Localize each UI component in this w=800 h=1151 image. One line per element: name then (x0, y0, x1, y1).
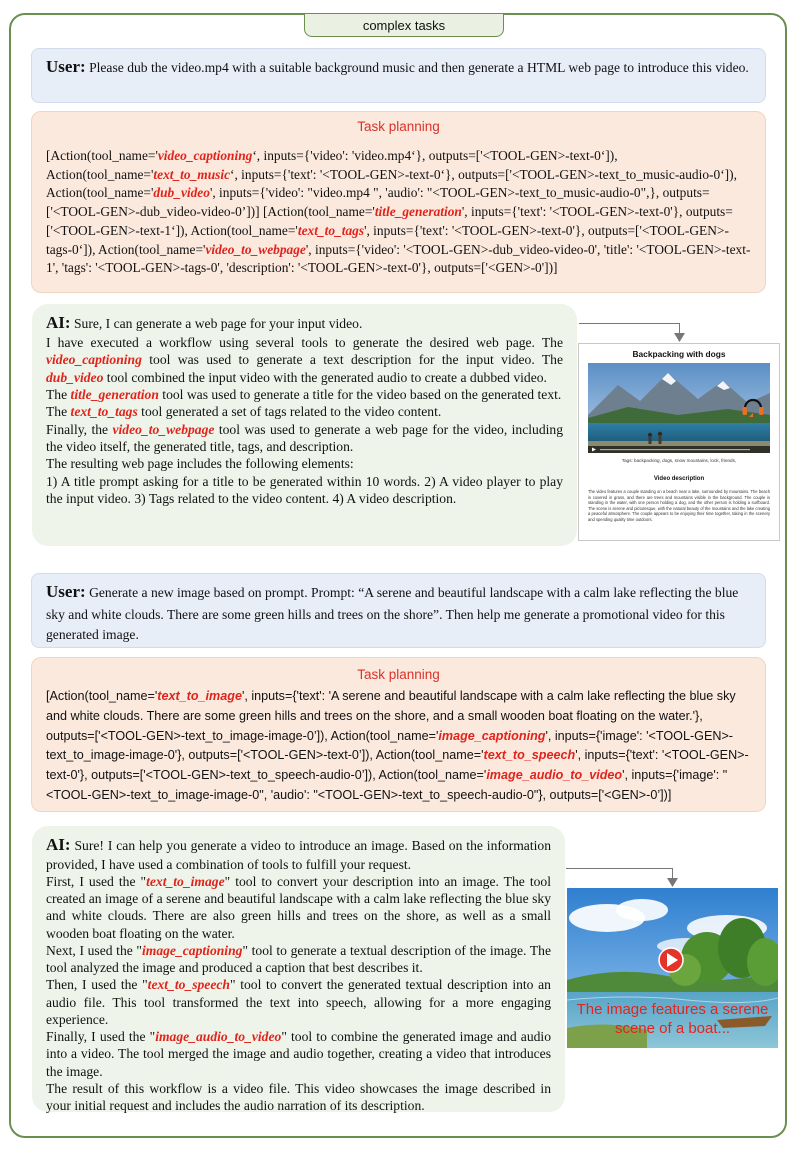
tool-name: text_to_tags (70, 404, 138, 420)
tool-name: title_generation (70, 386, 159, 402)
flow-arrow (566, 868, 673, 881)
webpage-tags: Tags: backpacking, dogs, snow mountains, lock, friends, (621, 458, 737, 463)
user-label: User: (46, 57, 86, 76)
tool-name: text_to_image (146, 873, 225, 889)
frame-title: complex tasks (304, 13, 504, 37)
user-text: Please dub the video.mp4 with a suitable background music and then generate a HTML web page to introduce this video. (89, 60, 749, 75)
task-planning-code: [Action(tool_name='video_captioning‘, inputs={'video': 'video.mp4‘}, outputs=['<TOOL-GEN>-text-0‘]), Action(tool_name='text_to_music‘, inputs={'text': '<TOOL-GEN>-text-0‘}, outputs=['<TOOL-GEN>-text_to_music-audio-0‘]), Action(tool_name='dub_video', inputs={'video': "video.mp4 ", 'audio': "<TOOL-GEN>-text_to_music-audio-0",}, outputs=['<TOOL-GEN>-dub_video-video-0’])] [Action(tool_name='title_generation', inputs={'text': '<TOOL-GEN>-text-0'}, outputs=['<TOOL-GEN>-text-1‘]), Action(tool_name='text_to_tags', inputs={'text': '<TOOL-GEN>-text-0'}, outputs=['<TOOL-GEN>-tags-0‘]), Action(tool_name='video_to_webpage', inputs={'video': '<TOOL-GEN>-dub_video-video-0', 'title': '<TOOL-GEN>-text-1', 'tags': '<TOOL-GEN>-tags-0', 'description': '<TOOL-GEN>-text-0'}, outputs=['<GEN>-0'])] (46, 147, 751, 276)
tool-name: text_to_speech (147, 977, 230, 993)
tool-name: video_captioning (46, 352, 142, 368)
mountain-lake-video-frame (588, 363, 770, 453)
user-message-1 (31, 48, 766, 103)
user-text: Generate a new image based on prompt. Prompt: “A serene and beautiful landscape with a calm lake reflecting the blue sky and white clouds. There are some green hills and trees on the shore”. Then help me generate a promotional video for this generated image. (46, 585, 739, 642)
tool-name: video_to_webpage (112, 421, 215, 437)
task-planning-2 (31, 657, 766, 812)
video-caption-overlay: The image features a serene scene of a boat... (576, 1001, 769, 1037)
tool-name: title_generation (374, 204, 462, 220)
tool-name: image_captioning (438, 728, 546, 743)
ai-response-2: AI: Sure! I can help you generate a video to introduce an image. Based on the information provided, I have used a combination of tools to fulfill your request. First, I used the "text_to_image" tool to convert your description into an image. The tool created an image of a serene and beautiful landscape with a calm lake reflecting the blue sky and white clouds. There are also green hills and trees on the shore, as well as a small wooden boat floating on the water. Next, I used the "image_captioning" tool to generate a textual description of the image. The tool analyzed the image and produced a caption that best describes it. Then, I used the "text_to_speech" tool to convert the generated textual description into an audio file. This tool transformed the text into speech, allowing for a more engaging experience. Finally, I used the "image_audio_to_video" tool to combine the generated image and audio into a video. The tool merged the image and audio together, creating a video that introduces the image. The result of this workflow is a video file. This video showcases the image described in your initial request and includes the audio narration of its description. (32, 826, 565, 1112)
webpage-description-title: Video description (653, 476, 705, 482)
task-planning-title: Task planning (357, 119, 440, 134)
tool-name: text_to_image (157, 689, 242, 704)
tool-name: dub_video (153, 185, 210, 201)
tool-name: video_to_webpage (205, 241, 306, 257)
video-player[interactable] (588, 363, 770, 453)
webpage-title: Backpacking with dogs (632, 349, 726, 359)
tool-name: text_to_tags (297, 222, 365, 238)
arrow-head-icon (667, 878, 678, 887)
tool-name: video_captioning (157, 147, 253, 163)
tool-name: image_audio_to_video (486, 768, 623, 783)
tool-name: image_audio_to_video (155, 1029, 282, 1045)
tool-name: text_to_speech (483, 748, 576, 763)
ai-label: AI: (46, 313, 71, 332)
task-planning-code: [Action(tool_name='text_to_image', inputs={'text': 'A serene and beautiful landscape with a calm lake reflecting the blue sky and white clouds. There are some green hills and trees on the shore, and a small wooden boat floating on the water.'}, outputs=['<TOOL-GEN>-text_to_image-image-0’]), Action(tool_name='image_captioning', inputs={'image': '<TOOL-GEN>-text_to_image-image-0'}, outputs=['<TOOL-GEN>-text-0’]), Action(tool_name='text_to_speech', inputs={'text': '<TOOL-GEN>-text-0'}, outputs=['<TOOL-GEN>-text_to_speech-audio-0’]), Action(tool_name='image_audio_to_video', inputs={'image': "<TOOL-GEN>-text_to_image-image-0", 'audio': "<TOOL-GEN>-text_to_speech-audio-0"}, outputs=['<GEN>-0’])] (46, 689, 749, 803)
flow-arrow (579, 323, 680, 336)
user-label: User: (46, 582, 86, 601)
task-planning-title: Task planning (357, 667, 440, 682)
generated-webpage (578, 343, 780, 541)
ai-label: AI: (46, 835, 71, 854)
webpage-description: The video features a couple standing on a beach near a lake, surrounded by mountains. The beach is covered in grass, and there are trees and mountains visible in the background. The couple is standing in the water, with one person holding a dog, and the other person is holding a surfboard. The scene is serene and picturesque, with the natural beauty of the mountains and the lake creating a peaceful atmosphere. The couple appears to be enjoying their time together, taking in the scenery and spending quality time outdoors. (588, 489, 770, 522)
promotional-video[interactable] (567, 888, 778, 1048)
user-message-2 (31, 573, 766, 648)
tool-name: text_to_music (153, 166, 231, 182)
arrow-head-icon (674, 333, 685, 342)
ai-response-1: AI: Sure, I can generate a web page for your input video. I have executed a workflow using several tools to generate the desired web page. The video_captioning tool was used to generate a text description for the input video. The dub_video tool combined the input video with the generated audio to create a dubbed video. The title_generation tool was used to generate a title for the video based on the generated text. The text_to_tags tool generated a set of tags related to the video content. Finally, the video_to_webpage tool was used to generate a web page for the video, including the video itself, the generated title, tags, and description. The resulting web page includes the following elements: 1) A title prompt asking for a title to be generated within 10 words. 2) A video player to play the input video. 3) Tags related to the video content. 4) A video description. (32, 304, 577, 546)
tool-name: dub_video (46, 369, 104, 385)
tool-name: image_captioning (141, 942, 243, 958)
task-planning-1 (31, 111, 766, 293)
